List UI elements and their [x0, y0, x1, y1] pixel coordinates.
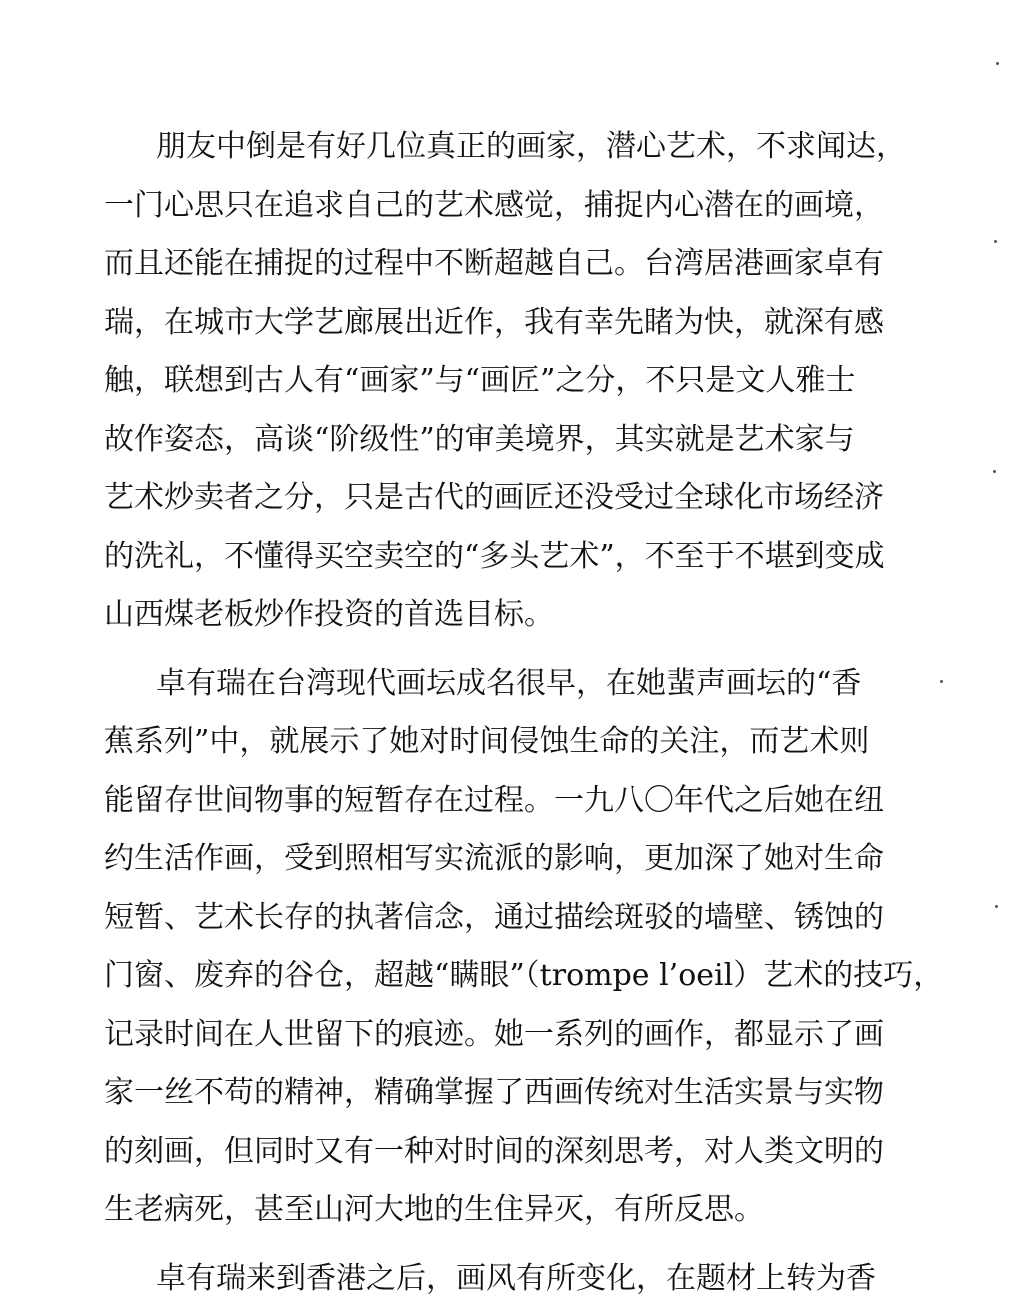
text-line: 卓有瑞来到香港之后，画风有所变化，在题材上转为香 [104, 1250, 874, 1308]
text-line: 蕉系列”中，就展示了她对时间侵蚀生命的关注，而艺术则 [104, 713, 874, 772]
paragraph-spacer [104, 1240, 874, 1250]
text-line: 一门心思只在追求自己的艺术感觉，捕捉内心潜在的画境， [104, 177, 874, 236]
paragraph-2 [104, 655, 874, 1240]
text-line: 门窗、废弃的谷仓，超越“瞒眼”（trompe l’oeil）艺术的技巧， [104, 947, 874, 1006]
text-line: 而且还能在捕捉的过程中不断超越自己。台湾居港画家卓有 [104, 235, 874, 294]
scan-speck [995, 905, 998, 908]
text-line: 记录时间在人世留下的痕迹。她一系列的画作，都显示了画 [104, 1006, 874, 1065]
text-line: 能留存世间物事的短暂存在过程。一九八〇年代之后她在纽 [104, 772, 874, 831]
text-line: 的刻画，但同时又有一种对时间的深刻思考，对人类文明的 [104, 1123, 874, 1182]
paragraph-3 [104, 1250, 874, 1308]
paragraph-1 [104, 118, 874, 645]
text-line: 家一丝不苟的精神，精确掌握了西画传统对生活实景与实物 [104, 1064, 874, 1123]
text-line: 艺术炒卖者之分，只是古代的画匠还没受过全球化市场经济 [104, 469, 874, 528]
text-line: 生老病死，甚至山河大地的生住异灭，有所反思。 [104, 1181, 874, 1240]
scan-speck [993, 470, 996, 473]
paragraph-spacer [104, 645, 874, 655]
scan-speck [994, 240, 997, 243]
text-line: 短暂、艺术长存的执著信念，通过描绘斑驳的墙壁、锈蚀的 [104, 889, 874, 948]
text-line: 山西煤老板炒作投资的首选目标。 [104, 586, 874, 645]
body-text [104, 118, 874, 1308]
text-line: 的洗礼，不懂得买空卖空的“多头艺术”，不至于不堪到变成 [104, 528, 874, 587]
scan-speck [996, 62, 999, 65]
text-line: 瑞，在城市大学艺廊展出近作，我有幸先睹为快，就深有感 [104, 294, 874, 353]
scan-speck [940, 680, 943, 683]
text-line: 触，联想到古人有“画家”与“画匠”之分，不只是文人雅士 [104, 352, 874, 411]
text-line: 故作姿态，高谈“阶级性”的审美境界，其实就是艺术家与 [104, 411, 874, 470]
text-line: 朋友中倒是有好几位真正的画家，潜心艺术，不求闻达， [104, 118, 874, 177]
text-line: 约生活作画，受到照相写实流派的影响，更加深了她对生命 [104, 830, 874, 889]
text-line: 卓有瑞在台湾现代画坛成名很早，在她蜚声画坛的“香 [104, 655, 874, 714]
